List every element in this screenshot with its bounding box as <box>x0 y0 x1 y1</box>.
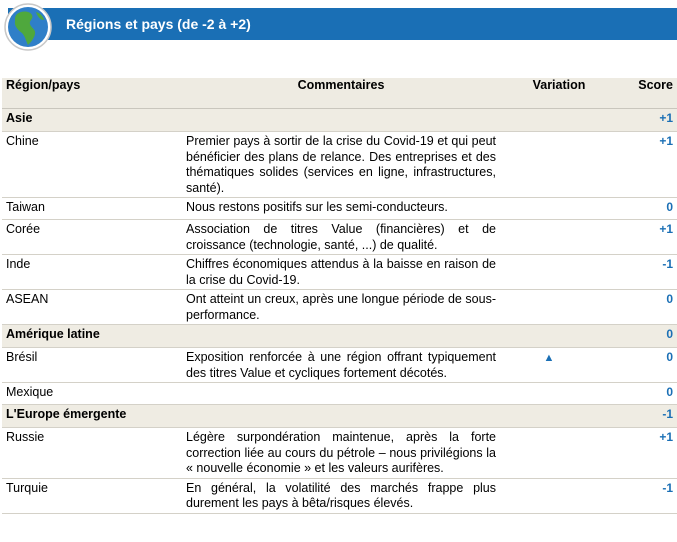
score-cell: 0 <box>666 200 673 214</box>
score-cell: +1 <box>659 222 673 236</box>
score-cell: 0 <box>666 350 673 364</box>
variation-cell <box>500 478 618 513</box>
comment-cell: Nous restons positifs sur les semi-conducteurs. <box>186 200 448 214</box>
score-cell: +1 <box>659 430 673 444</box>
table-row <box>2 383 677 405</box>
comment-cell: Légère surpondération maintenue, après la forte correction liée au cours du pétrole – nous privilégions la « nouvelle économie » et les valeurs aurifères. <box>186 430 496 475</box>
comment-cell <box>182 109 500 132</box>
region-name: L'Europe émergente <box>2 405 182 428</box>
table-row <box>2 428 677 479</box>
comment-cell <box>182 383 500 405</box>
variation-cell <box>500 383 618 405</box>
table-row <box>2 290 677 325</box>
variation-cell <box>500 109 618 132</box>
up-arrow-icon: ▲ <box>543 352 555 364</box>
table-row <box>2 478 677 513</box>
table-row <box>2 132 677 198</box>
table-row <box>2 255 677 290</box>
globe-icon <box>3 2 53 52</box>
score-cell: -1 <box>662 257 673 271</box>
title-banner <box>8 8 677 40</box>
country-name: Mexique <box>6 385 54 399</box>
column-header-comments: Commentaires <box>182 78 500 109</box>
comment-cell <box>182 405 500 428</box>
comment-cell: Ont atteint un creux, après une longue période de sous-performance. <box>186 292 496 322</box>
score-cell: -1 <box>618 405 677 428</box>
table-row <box>2 405 677 428</box>
country-name: Inde <box>6 257 31 271</box>
country-name: ASEAN <box>6 292 49 306</box>
region-name: Asie <box>2 109 182 132</box>
comment-cell <box>182 325 500 348</box>
score-cell: 0 <box>666 292 673 306</box>
page-title: Régions et pays (de -2 à +2) <box>66 16 251 32</box>
score-cell: 0 <box>618 325 677 348</box>
variation-cell <box>500 290 618 325</box>
variation-cell <box>500 255 618 290</box>
table-row <box>2 220 677 255</box>
score-cell: +1 <box>659 134 673 148</box>
country-name: Brésil <box>6 350 38 364</box>
comment-cell: Exposition renforcée à une région offrant typiquement des titres Value et cycliques fortement décotés. <box>186 350 496 380</box>
column-header-region: Région/pays <box>2 78 182 109</box>
variation-cell <box>500 132 618 198</box>
table-row <box>2 348 677 383</box>
regions-table <box>2 78 677 514</box>
country-name: Russie <box>6 430 45 444</box>
score-cell: +1 <box>618 109 677 132</box>
country-name: Turquie <box>6 480 48 495</box>
region-name: Amérique latine <box>2 325 182 348</box>
column-header-score: Score <box>618 78 677 109</box>
table-row <box>2 198 677 220</box>
table-row <box>2 325 677 348</box>
variation-cell <box>500 348 618 383</box>
variation-cell <box>500 405 618 428</box>
comment-cell: Premier pays à sortir de la crise du Covid-19 et qui peut bénéficier des plans de relance. Des entreprises et des thématiques solides (services en ligne, infrastructures, santé). <box>186 134 496 195</box>
score-cell: -1 <box>662 480 673 495</box>
country-name: Chine <box>6 134 39 148</box>
country-name: Corée <box>6 222 41 236</box>
score-cell: 0 <box>666 385 673 399</box>
table-header-row <box>2 78 677 109</box>
comment-cell: Association de titres Value (financières) et de croissance (technologie, santé, ...) de qualité. <box>186 222 496 252</box>
country-name: Taiwan <box>6 200 45 214</box>
comment-cell: En général, la volatilité des marchés frappe plus durement les pays à bêta/risques élevés. <box>186 480 496 510</box>
table-row <box>2 109 677 132</box>
variation-cell <box>500 325 618 348</box>
variation-cell <box>500 220 618 255</box>
variation-cell <box>500 198 618 220</box>
variation-cell <box>500 428 618 479</box>
column-header-variation: Variation <box>500 78 618 109</box>
comment-cell: Chiffres économiques attendus à la baisse en raison de la crise du Covid-19. <box>186 257 496 287</box>
